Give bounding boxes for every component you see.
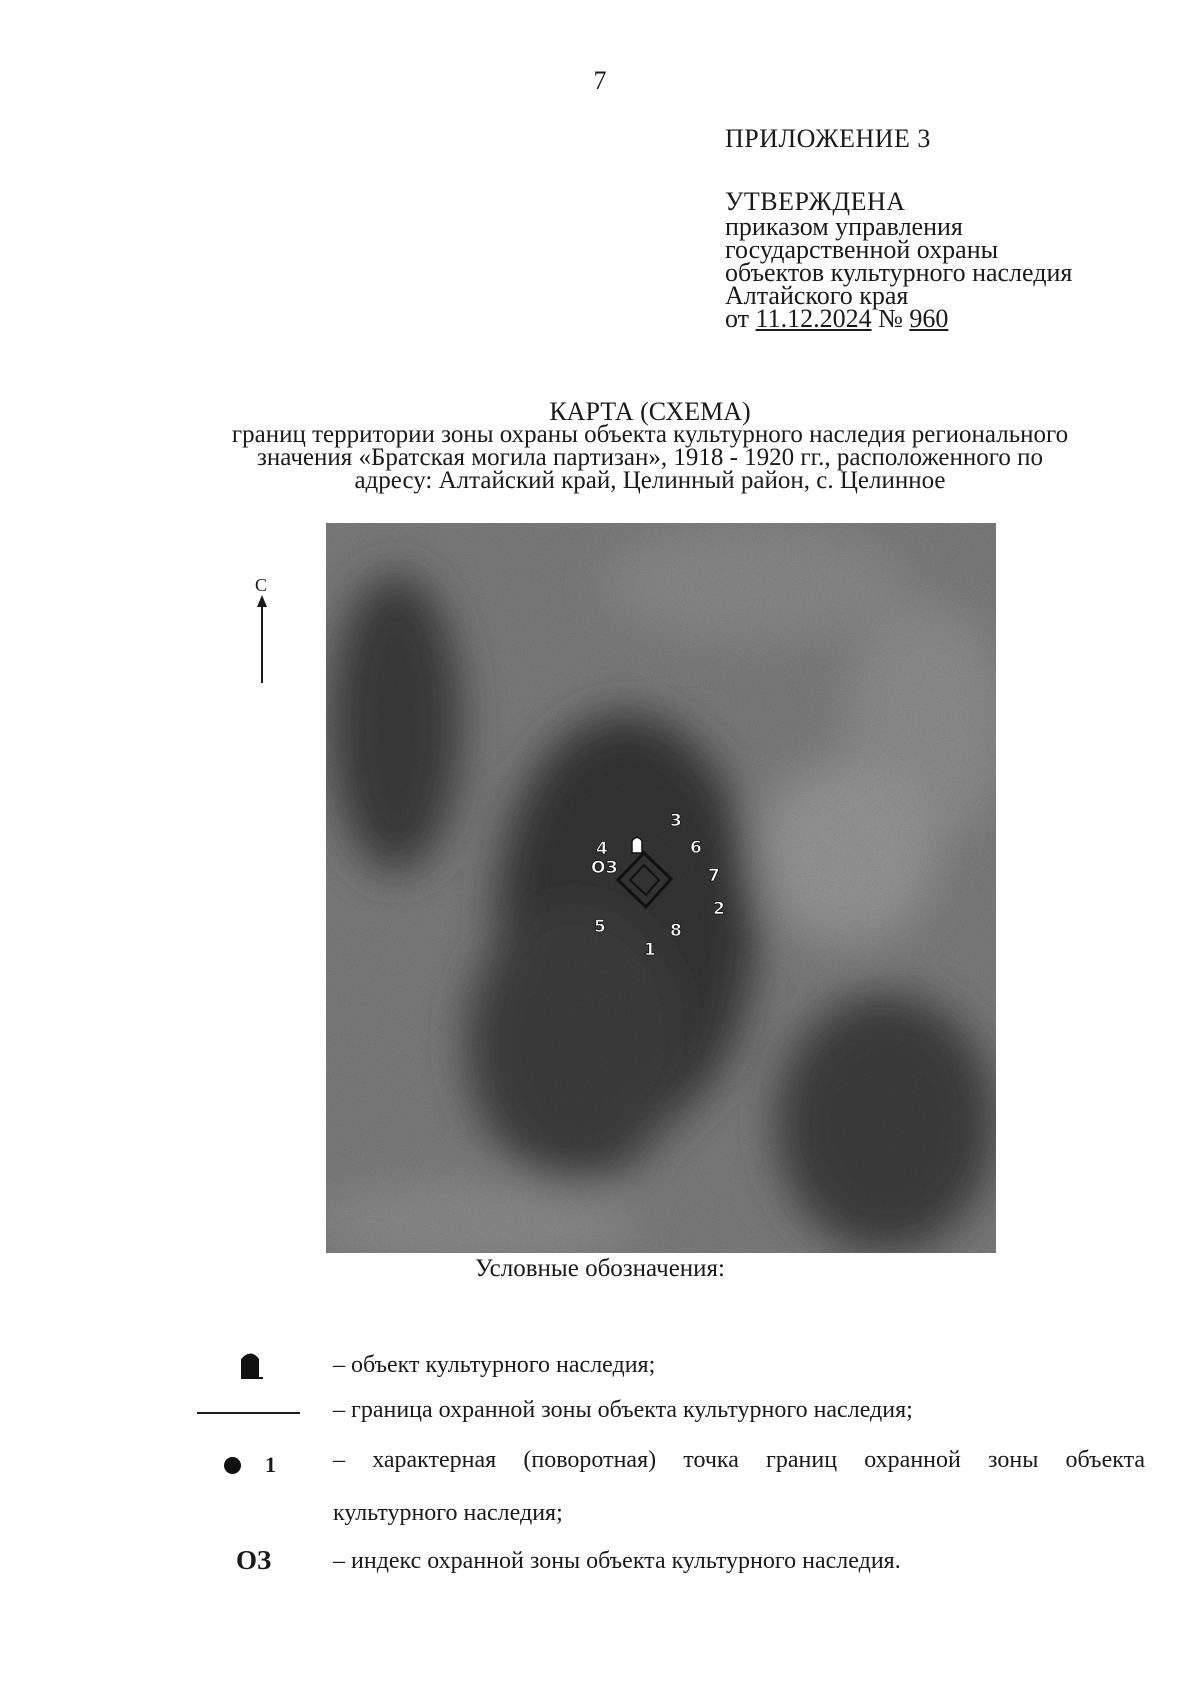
- point-label-2: 2: [713, 899, 725, 919]
- legend-item-boundary: – граница охранной зоны объекта культурного наследия;: [333, 1397, 913, 1423]
- approval-date: 11.12.2024: [755, 304, 872, 333]
- point-dot-number: 1: [265, 1452, 276, 1477]
- point-dot-icon: [224, 1457, 241, 1474]
- page-number: 7: [593, 66, 607, 95]
- zone-label: ОЗ: [591, 858, 618, 878]
- appendix-heading: ПРИЛОЖЕНИЕ 3: [725, 124, 931, 153]
- legend-item-point-line-1: – характерная (поворотная) точка границ охранной зоны объекта: [333, 1447, 1145, 1473]
- approval-date-line: [725, 304, 1072, 333]
- boundary-line-symbol: [197, 1412, 300, 1414]
- point-label-3: 3: [670, 811, 682, 831]
- map-subtitle-line-1: границ территории зоны охраны объекта культурного наследия регионального: [231, 421, 1069, 448]
- monument-legend-icon: [238, 1350, 264, 1380]
- map-title: КАРТА (СХЕМА): [549, 397, 751, 426]
- map-image: [326, 523, 996, 1253]
- point-label-8: 8: [670, 921, 682, 941]
- legend-item-object: – объект культурного наследия;: [333, 1352, 656, 1378]
- legend-item-point-line-2: культурного наследия;: [333, 1500, 563, 1526]
- map-subtitle-line-2: значения «Братская могила партизан», 1918 - 1920 гг., расположенного по: [256, 444, 1043, 471]
- point-label-5: 5: [594, 917, 606, 937]
- approval-line-2: государственной охраны: [725, 235, 999, 264]
- map-title-block: [150, 397, 1150, 494]
- number-prefix: №: [871, 304, 910, 333]
- zone-index-symbol: ОЗ: [236, 1545, 272, 1575]
- map-subtitle-line-3: адресу: Алтайский край, Целинный район, с. Целинное: [354, 467, 946, 494]
- north-label: С: [255, 575, 268, 595]
- approval-line-1: приказом управления: [725, 212, 963, 241]
- approval-number: 960: [909, 304, 949, 333]
- approval-line-4: Алтайского края: [725, 281, 909, 310]
- date-prefix: от: [725, 304, 756, 333]
- approval-line-3: объектов культурного наследия: [725, 258, 1073, 287]
- point-label-4: 4: [596, 839, 608, 859]
- point-label-7: 7: [708, 866, 720, 886]
- north-arrow: [252, 575, 282, 685]
- approved-label: УТВЕРЖДЕНА: [725, 187, 906, 216]
- approval-block: [725, 187, 1073, 333]
- point-label-6: 6: [690, 838, 702, 858]
- point-label-1: 1: [644, 940, 656, 960]
- monument-icon: [632, 838, 642, 854]
- legend-item-index: – индекс охранной зоны объекта культурного наследия.: [333, 1548, 901, 1574]
- legend-title: Условные обозначения:: [474, 1255, 726, 1282]
- north-arrow-icon: [252, 595, 272, 685]
